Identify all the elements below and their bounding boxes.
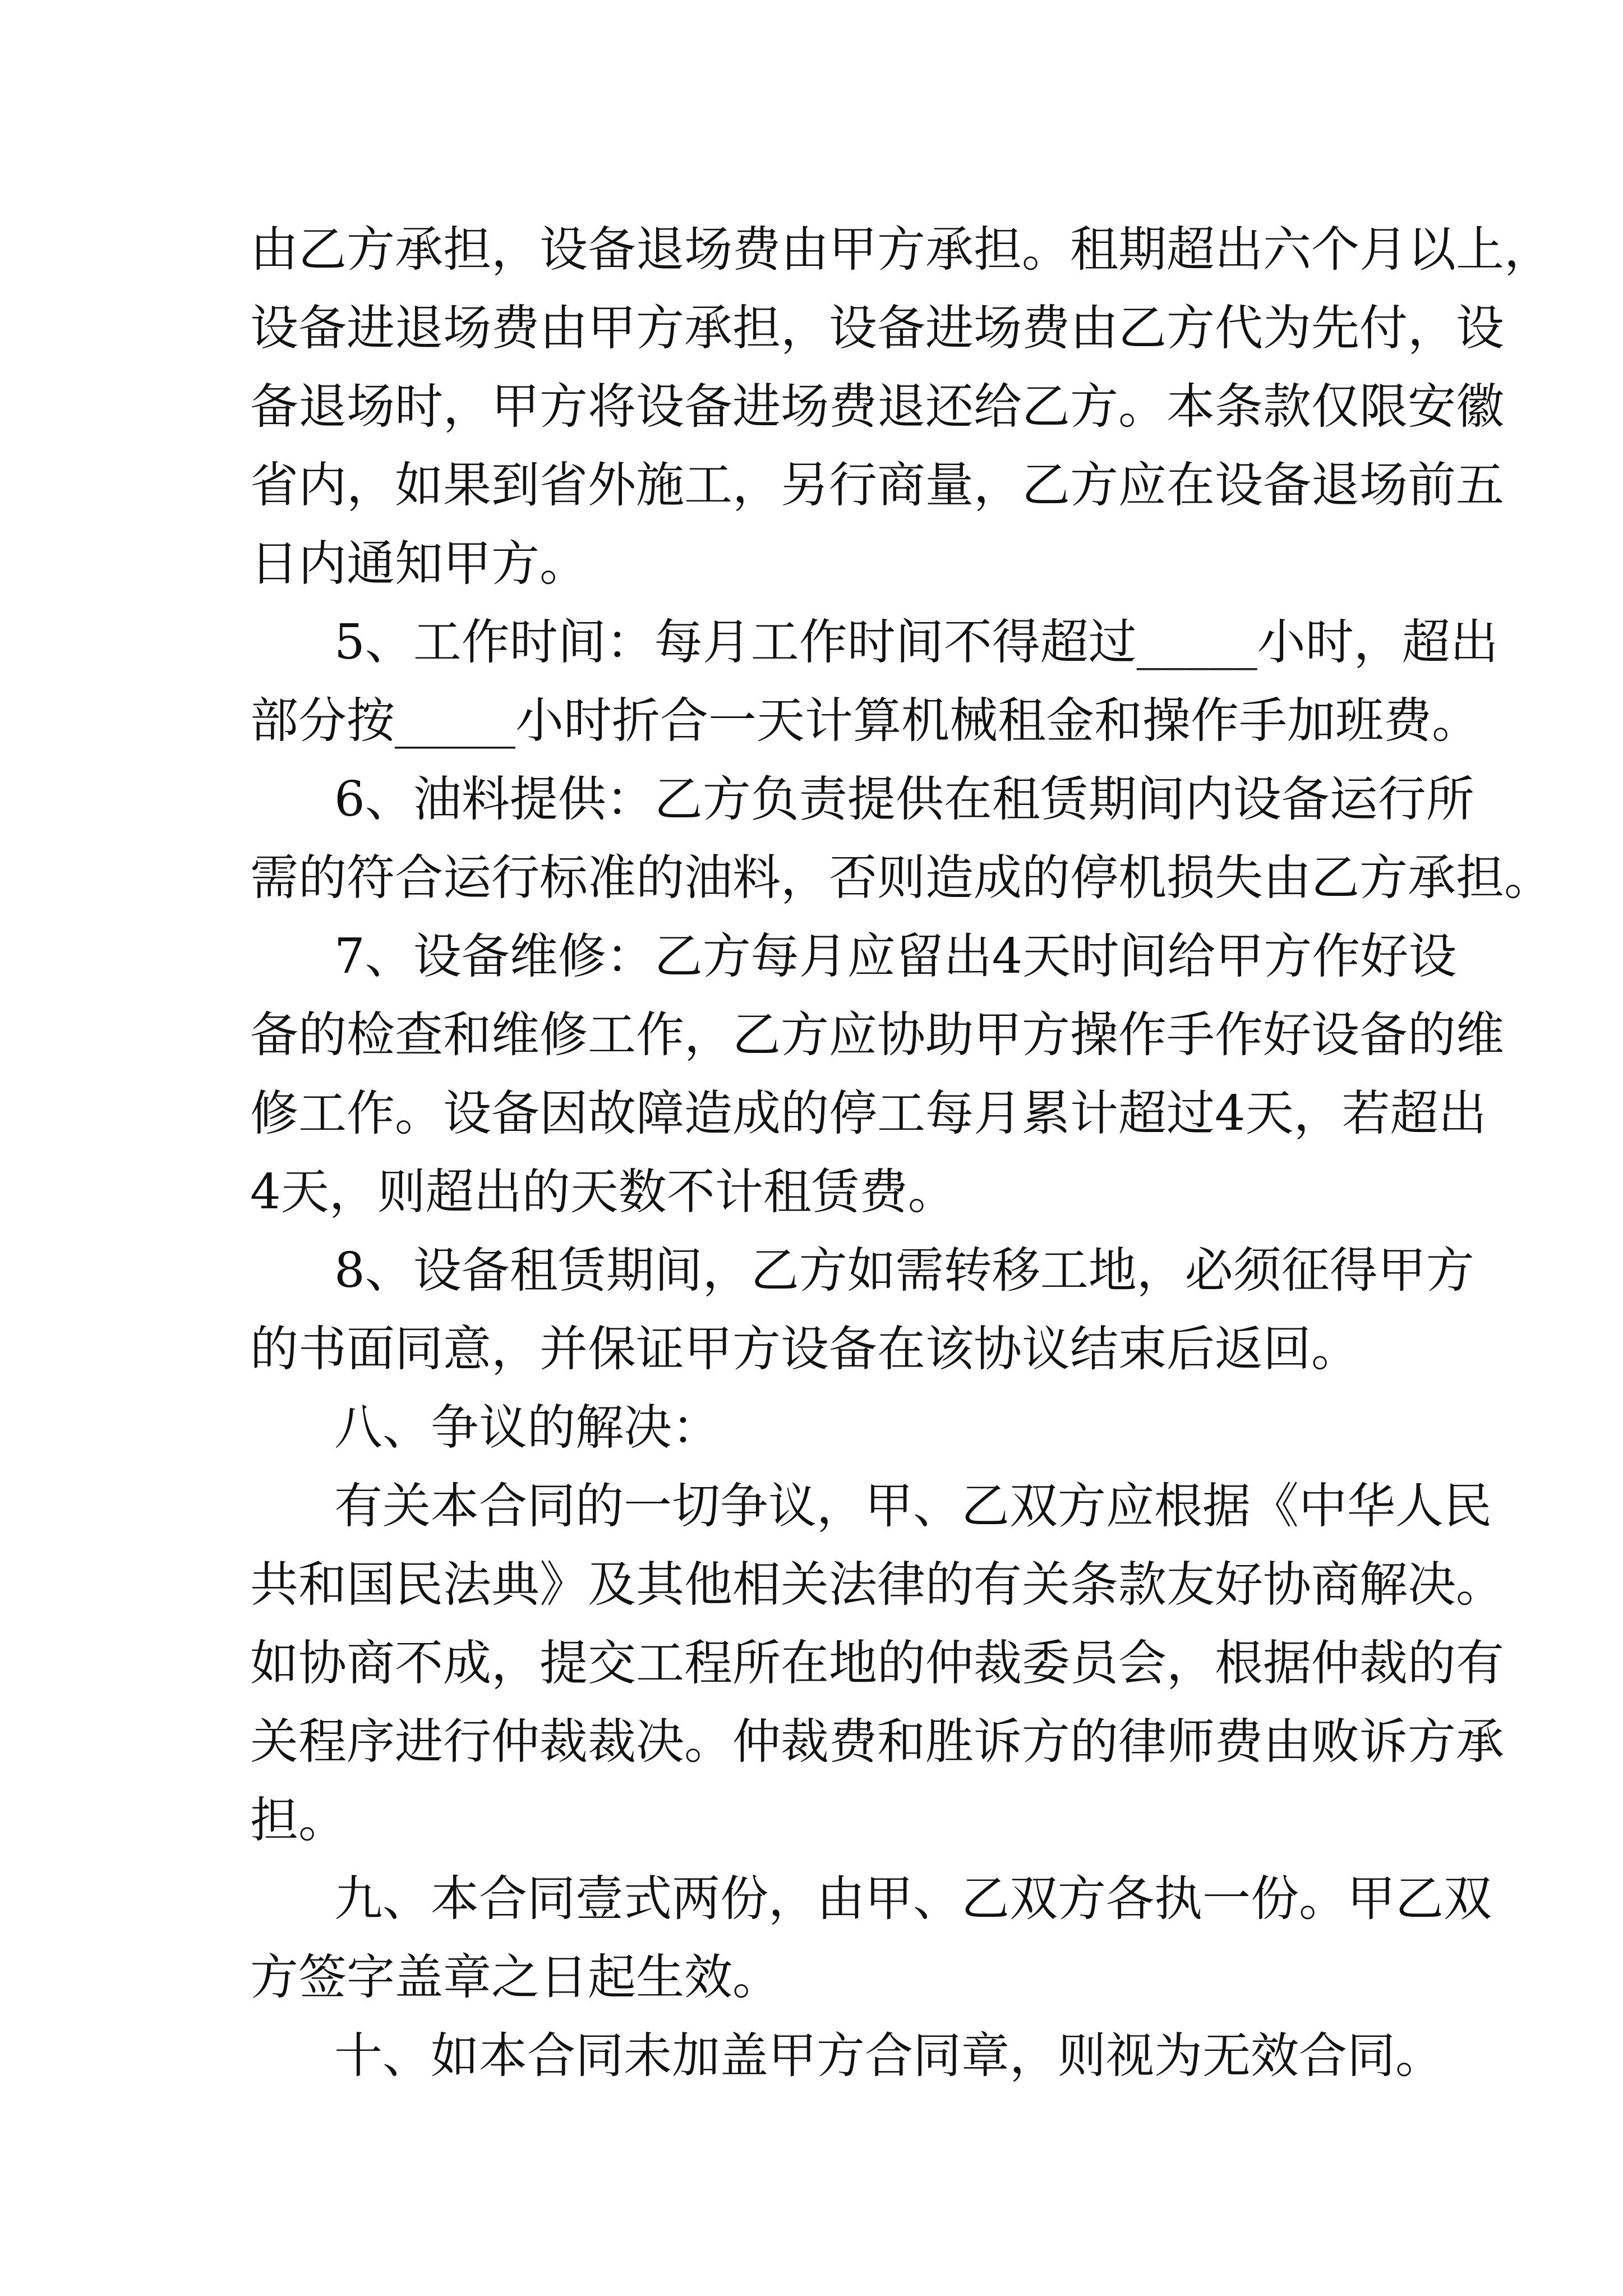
text-line: 由乙方承担，设备退场费由甲方承担。租期超出六个月以上， <box>250 222 1552 278</box>
text-line: 方签字盖章之日起生效。 <box>250 1949 781 2005</box>
text-line: 十、如本合同未加盖甲方合同章，则视为无效合同。 <box>334 2028 1444 2084</box>
text-line: 的书面同意，并保证甲方设备在该协议结束后返回。 <box>250 1321 1359 1377</box>
text-line: 设备进退场费由甲方承担，设备进场费由乙方代为先付，设 <box>250 300 1504 356</box>
text-line: 日内通知甲方。 <box>250 536 588 592</box>
section-heading: 八、争议的解决： <box>334 1400 720 1456</box>
text-line: 担。 <box>250 1792 347 1848</box>
text-line: 备的检查和维修工作，乙方应协助甲方操作手作好设备的维 <box>250 1007 1504 1063</box>
text-line: 需的符合运行标准的油料，否则造成的停机损失由乙方承担。 <box>250 850 1552 906</box>
text-line: 如协商不成，提交工程所在地的仲裁委员会，根据仲裁的有 <box>250 1635 1504 1691</box>
text-line: 省内，如果到省外施工，另行商量，乙方应在设备退场前五 <box>250 457 1504 513</box>
text-line: 备退场时，甲方将设备进场费退还给乙方。本条款仅限安徽 <box>250 379 1504 435</box>
text-line: 修工作。设备因故障造成的停工每月累计超过4天，若超出 <box>250 1085 1487 1142</box>
text-line: 7、设备维修：乙方每月应留出4天时间给甲方作好设 <box>334 928 1457 984</box>
text-line: 九、本合同壹式两份，由甲、乙双方各执一份。甲乙双 <box>334 1871 1492 1927</box>
text-line: 4天，则超出的天数不计租赁费。 <box>250 1164 956 1220</box>
text-line: 共和国民法典》及其他相关法律的有关条款友好协商解决。 <box>250 1557 1504 1613</box>
text-line: 有关本合同的一切争议，甲、乙双方应根据《中华人民 <box>334 1478 1492 1534</box>
text-line: 5、工作时间：每月工作时间不得超过_____小时，超出 <box>334 614 1498 670</box>
text-line: 关程序进行仲裁裁决。仲裁费和胜诉方的律师费由败诉方承 <box>250 1714 1504 1770</box>
text-line: 部分按_____小时折合一天计算机械租金和操作手加班费。 <box>250 693 1480 749</box>
text-line: 8、设备租赁期间，乙方如需转移工地，必须征得甲方 <box>334 1243 1474 1299</box>
text-line: 6、油料提供：乙方负责提供在租赁期间内设备运行所 <box>334 771 1474 827</box>
